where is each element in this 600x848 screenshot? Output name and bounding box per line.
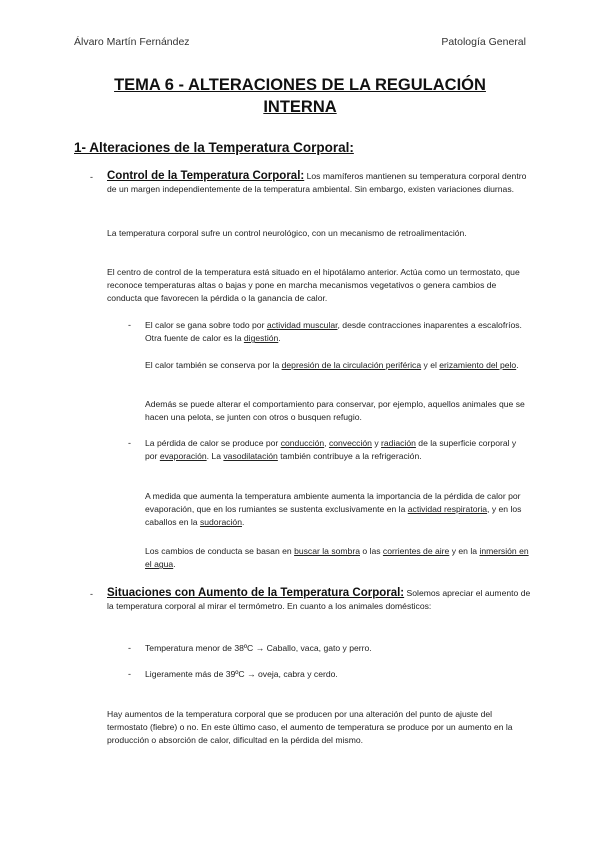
increase-intro xyxy=(107,587,531,613)
title-line-1: TEMA 6 - ALTERACIONES DE LA REGULACIÓN xyxy=(114,76,486,94)
control-intro xyxy=(107,170,527,196)
text-run: . xyxy=(173,559,176,570)
control-intro-text: Los mamíferos mantienen su temperatura corporal dentro de un margen independientemente de la temperatura ambiental. Sin embargo, existen variaciones diurnas. xyxy=(107,171,527,195)
underlined-term: conducción xyxy=(280,438,325,448)
list-item-temp-below-38: Temperatura menor de 38ºC → Caballo, vaca, gato y perro. xyxy=(145,643,372,653)
title-line-2: INTERNA xyxy=(263,98,337,116)
page-title xyxy=(60,74,540,118)
paragraph-conduct xyxy=(145,545,533,571)
paragraph-heat-loss xyxy=(145,437,529,463)
text-run: y xyxy=(371,438,382,448)
increase-intro-text: Solemos apreciar el aumento de la temperatura corporal al mirar el termómetro. En cuanto a los animales domésticos: xyxy=(107,588,531,612)
underlined-term: evaporación xyxy=(159,451,207,462)
control-heading: Control de la Temperatura Corporal: xyxy=(107,170,305,182)
text-run: también contribuye a la refrigeración. xyxy=(277,451,422,462)
text-run: o las xyxy=(359,546,383,556)
underlined-term: actividad respiratoria xyxy=(407,504,488,515)
text-run: , desde contracciones inaparentes a escalofríos. Otra fuente de calor es la xyxy=(145,320,522,344)
text-run: . xyxy=(278,333,281,344)
text-run: y el xyxy=(421,360,440,370)
underlined-term: depresión de la circulación periférica xyxy=(281,360,422,370)
bullet-dash: - xyxy=(128,320,131,330)
bullet-dash: - xyxy=(90,589,93,599)
increase-heading: Situaciones con Aumento de la Temperatura Corporal: xyxy=(107,587,405,599)
underlined-term: digestión xyxy=(243,333,279,344)
underlined-term: convección xyxy=(328,438,372,448)
underlined-term: actividad muscular xyxy=(266,320,338,330)
section-heading: 1- Alteraciones de la Temperatura Corporal: xyxy=(74,140,354,155)
underlined-term: buscar la sombra xyxy=(294,546,360,556)
bullet-dash: - xyxy=(90,172,93,182)
text-run: . La xyxy=(206,451,224,462)
paragraph-behavior: Además se puede alterar el comportamiento para conservar, por ejemplo, aquellos animales que se hacen una pelota, se junten con otros o busquen refugio. xyxy=(145,399,525,423)
underlined-term: erizamiento del pelo xyxy=(439,360,517,370)
text-run: . xyxy=(242,517,245,528)
bullet-dash: - xyxy=(128,643,131,653)
text-run: A medida que aumenta la temperatura ambiente aumenta la importancia de la pérdida de calor por evaporación, que en los rumiantes se sustenta exclusivamente en la xyxy=(145,491,521,515)
text-run: , xyxy=(324,438,329,448)
text-run: El calor también se conserva por la xyxy=(145,360,282,370)
text-run: , y en los caballos en la xyxy=(145,504,522,528)
text-run: Los cambios de conducta se basan en xyxy=(145,546,295,556)
paragraph-hypothalamus: El centro de control de la temperatura está situado en el hipotálamo anterior. Actúa como un termostato, que reconoce temperaturas altas o bajas y pone en marcha mecanismos vegetativos o genera cambios de conducta que favorecen la pérdida o la ganancia de calor. xyxy=(107,267,520,304)
text-run: de la superficie corporal y por xyxy=(145,438,517,462)
underlined-term: corrientes de aire xyxy=(382,546,450,556)
text-run: El calor se gana sobre todo por xyxy=(145,320,267,330)
header-author: Álvaro Martín Fernández xyxy=(74,36,190,48)
underlined-term: vasodilatación xyxy=(223,451,278,462)
list-item-temp-above-39: Ligeramente más de 39ºC → oveja, cabra y cerdo. xyxy=(145,669,338,679)
bullet-dash: - xyxy=(128,438,131,448)
paragraph-heat-conserve xyxy=(145,359,529,372)
underlined-term: sudoración xyxy=(199,517,242,528)
underlined-term: inmersión en el agua xyxy=(145,546,529,570)
paragraph-feedback: La temperatura corporal sufre un control neurológico, con un mecanismo de retroalimentación. xyxy=(107,228,467,238)
paragraph-fever: Hay aumentos de la temperatura corporal que se producen por una alteración del punto de ajuste del termostato (fiebre) o no. En este último caso, el aumento de temperatura se produce por un aumento en la producción o absorción de calor, dificultad en la pérdida del mismo. xyxy=(107,709,513,746)
underlined-term: radiación xyxy=(381,438,416,448)
text-run: y en la xyxy=(449,546,480,556)
bullet-dash: - xyxy=(128,669,131,679)
text-run: La pérdida de calor se produce por xyxy=(145,438,281,448)
paragraph-evaporation xyxy=(145,490,529,530)
header-course: Patología General xyxy=(441,36,526,48)
text-run: . xyxy=(516,360,519,370)
paragraph-heat-gain xyxy=(145,319,529,345)
